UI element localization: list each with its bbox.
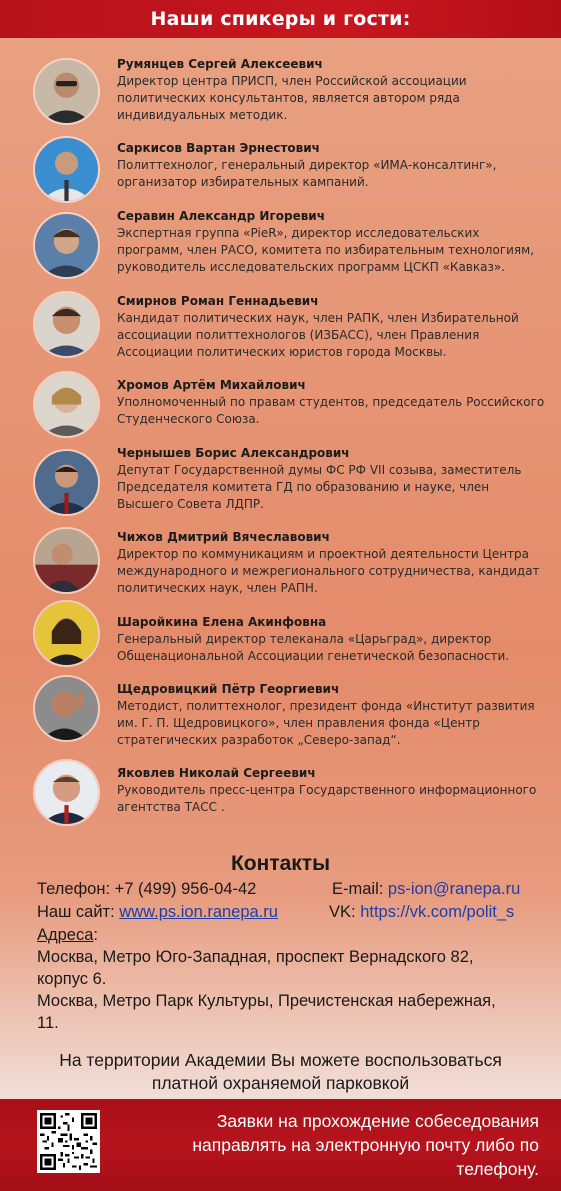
- speaker-description: Директор по коммуникациям и проектной деятельности Центра международного и межрегионального сотрудничества, кандидат политических наук, член РАПН.: [117, 547, 540, 595]
- site-link[interactable]: www.ps.ion.ranepa.ru: [119, 903, 278, 921]
- address-label: Адреса: [37, 926, 94, 944]
- email-label: E-mail:: [332, 880, 388, 898]
- header-bar: [0, 0, 561, 38]
- speaker-photo: [33, 527, 100, 594]
- speaker-name: Чижов Дмитрий Вячеславович: [117, 530, 330, 544]
- speaker-name: Щедровицкий Пётр Георгиевич: [117, 682, 340, 696]
- phone-text: Телефон: +7 (499) 956-04-42: [37, 880, 257, 898]
- speaker-photo: [33, 291, 100, 358]
- address-2-line-1: Москва, Метро Парк Культуры, Пречистенская набережная,: [37, 992, 496, 1010]
- speaker-name: Саркисов Вартан Эрнестович: [117, 141, 320, 155]
- speaker-photo: [33, 136, 100, 203]
- speaker-name: Яковлев Николай Сергеевич: [117, 766, 316, 780]
- vk-row: [329, 903, 514, 922]
- footer-bar: [0, 1099, 561, 1191]
- speaker-description: Методист, политтехнолог, президент фонда «Институт развития им. Г. П. Щедровицкого», член правления фонда «Центр стратегических разработок „Северо-запад“.: [117, 699, 535, 747]
- address-colon: :: [93, 926, 99, 944]
- vk-link[interactable]: https://vk.com/polit_s: [360, 903, 515, 921]
- speaker-photo: [33, 371, 100, 438]
- address-2-line-2: 11.: [37, 1014, 59, 1032]
- speaker-description: Кандидат политических наук, член РАПК, член Избирательной ассоциации политтехнологов (ИЗБАСС), член Правления Ассоциации политических юристов города Москвы.: [117, 311, 519, 359]
- speaker-photo: [33, 449, 100, 516]
- vk-label: VK:: [329, 903, 361, 921]
- speaker-photo: [33, 212, 100, 279]
- page-title: Наши спикеры и гости:: [150, 8, 411, 30]
- speaker-description: Уполномоченный по правам студентов, председатель Российского Студенческого Союза.: [117, 395, 545, 426]
- speaker-description: Экспертная группа «PieR», директор исследовательских программ, член РАСО, комитета по избирательным технологиям, руководитель исследовательских программ ЦСКП «Кавказ».: [117, 226, 535, 274]
- email-row: [332, 880, 520, 899]
- speaker-description: Депутат Государственной думы ФС РФ VII созыва, заместитель Председателя комитета ГД по образованию и науке, член Высшего Совета ЛДПР.: [117, 463, 522, 511]
- speaker-photo: [33, 600, 100, 667]
- site-label: Наш сайт:: [37, 903, 120, 921]
- footer-text: Заявки на прохождение собеседования направлять на электронную почту либо по телефону.: [192, 1111, 539, 1179]
- speaker-name: Смирнов Роман Геннадьевич: [117, 294, 319, 308]
- parking-notice: На территории Академии Вы можете воспользоваться платной охраняемой парковкой: [59, 1050, 502, 1093]
- speaker-photo: [33, 675, 100, 742]
- contacts-title: Контакты: [230, 852, 331, 875]
- qr-code[interactable]: [37, 1110, 100, 1173]
- speaker-name: Румянцев Сергей Алексеевич: [117, 57, 323, 71]
- speaker-name: Шаройкина Елена Акинфовна: [117, 615, 327, 629]
- speaker-photo: [33, 58, 100, 125]
- speaker-description: Генеральный директор телеканала «Царьград», директор Общенациональной Ассоциации генетической безопасности.: [117, 632, 510, 663]
- address-heading: [37, 926, 98, 945]
- speaker-photo: [33, 759, 100, 826]
- speaker-description: Руководитель пресс-центра Государственного информационного агентства ТАСС .: [117, 783, 537, 814]
- address-1-line-2: корпус 6.: [37, 970, 107, 988]
- email-link[interactable]: ps-ion@ranepa.ru: [387, 880, 521, 898]
- address-1-line-1: Москва, Метро Юго-Западная, проспект Вернадского 82,: [37, 948, 474, 966]
- speaker-name: Хромов Артём Михайлович: [117, 378, 306, 392]
- site-row: [37, 903, 278, 922]
- speaker-name: Чернышев Борис Александрович: [117, 446, 350, 460]
- speaker-name: Серавин Александр Игоревич: [117, 209, 325, 223]
- speaker-description: Политтехнолог, генеральный директор «ИМА-консалтинг», организатор избирательных кампаний.: [117, 158, 497, 189]
- speaker-description: Директор центра ПРИСП, член Российской ассоциации политических консультантов, является автором ряда индивидуальных методик.: [117, 74, 467, 122]
